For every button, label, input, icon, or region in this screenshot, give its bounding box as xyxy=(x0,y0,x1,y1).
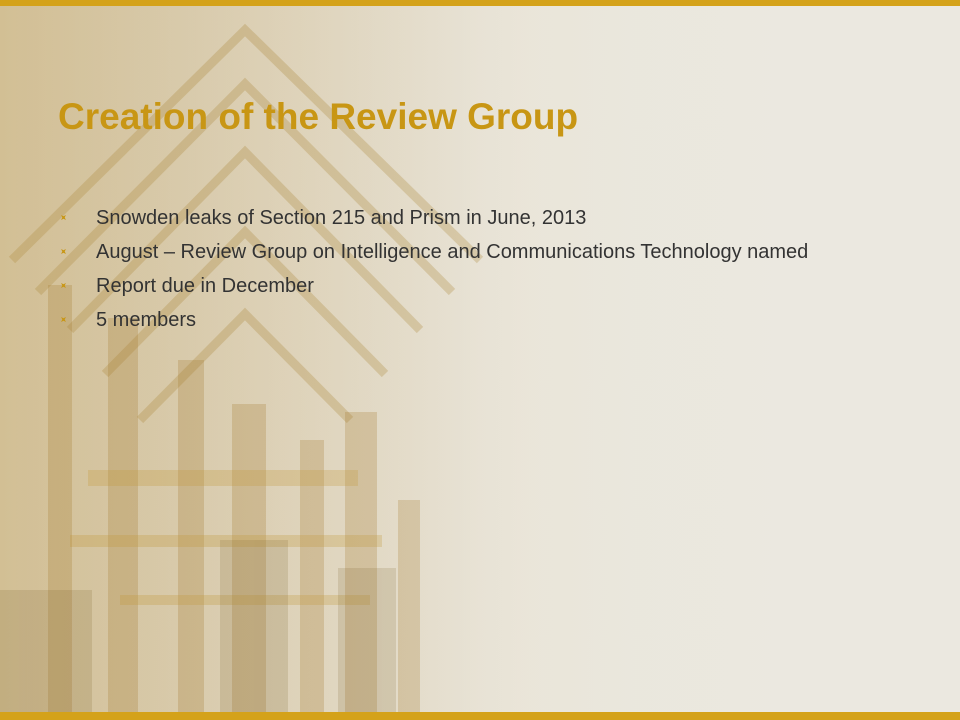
top-accent-bar xyxy=(0,0,960,6)
bottom-accent-bar xyxy=(0,712,960,720)
bullet-text: Report due in December xyxy=(96,275,314,297)
slide-title: Creation of the Review Group xyxy=(58,96,579,137)
bullet-list xyxy=(58,206,878,342)
bullet-text: 5 members xyxy=(96,309,197,331)
bullet-item xyxy=(58,206,878,230)
four-point-star-bullet-icon xyxy=(59,315,69,325)
bullet-text: Snowden leaks of Section 215 and Prism in June, 2013 xyxy=(96,207,587,229)
bullet-text: August – Review Group on Intelligence and Communications Technology named xyxy=(96,241,809,263)
bullet-item xyxy=(58,274,878,298)
four-point-star-bullet-icon xyxy=(59,213,69,223)
bullet-item xyxy=(58,240,878,264)
bullet-item xyxy=(58,308,878,332)
four-point-star-bullet-icon xyxy=(59,247,69,257)
four-point-star-bullet-icon xyxy=(59,281,69,291)
